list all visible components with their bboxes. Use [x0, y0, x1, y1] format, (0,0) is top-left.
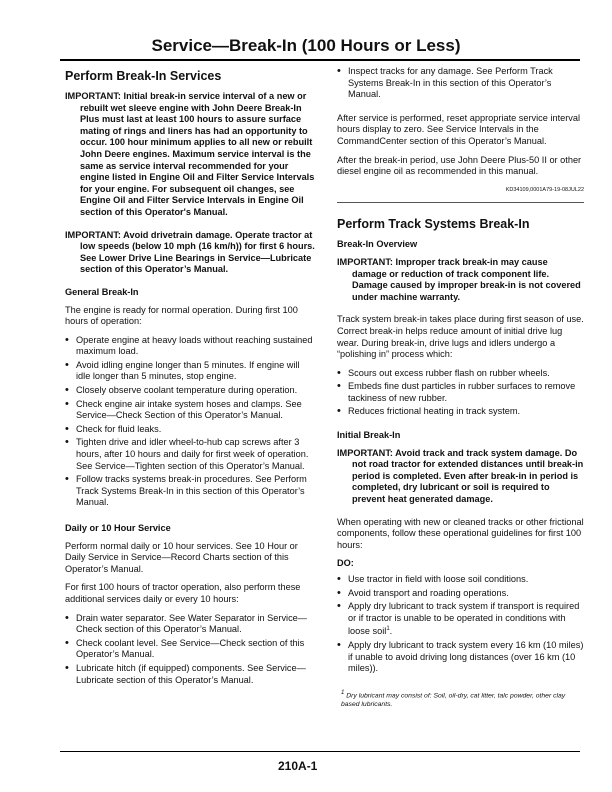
overview-text: Track system break-in takes place during first season of use. Correct break-in helps reduce amount of initial drive lug wear. During break-in, drive lugs and idlers undergo a “polishing in” process which: [337, 314, 584, 360]
right-column [337, 66, 584, 709]
list-item: • Inspect tracks for any damage. See Perform Track Systems Break-In in this section of this Operator’s Manual. [337, 66, 584, 101]
title-divider [60, 59, 580, 61]
list-item: • Use tractor in field with loose soil conditions. [337, 574, 584, 586]
list-item: • Avoid idling engine longer than 5 minutes. If engine will idle longer than 5 minutes, stop engine. [65, 360, 315, 383]
daily-additional-text: For first 100 hours of tractor operation, also perform these additional services daily or every 10 hours: [65, 582, 301, 604]
list-item: • Reduces frictional heating in track system. [337, 406, 584, 418]
left-column [65, 66, 315, 695]
general-break-in-list [65, 335, 315, 509]
initial-guidelines-text: When operating with new or cleaned tracks or other frictional components, follow these operational guidelines for first 100 hours: [337, 516, 584, 550]
list-item: • Drain water separator. See Water Separator in Service—Check section of this Operator’s Manual. [65, 613, 315, 636]
list-item: • Avoid transport and roading operations. [337, 588, 584, 600]
section-heading-break-in-services: Perform Break-In Services [65, 69, 222, 83]
important-note-engine-break-in: IMPORTANT: Initial break-in service interval of a new or rebuilt wet sleeve engine with John Deere Break-In Plus must last at least 100 hours to assure surface mating of rings and liners has had an opportunity to occur. 100 hour minimum applies to all new or rebuilt John Deere engines. Maximum service interval is the same as service interval recommended for your engine listed in Engine Oil and Filter Service Intervals for your engine. For subsequent oil changes, see Engine Oil and Filter Service Intervals in Engine Oil section of this Operator's Manual. [65, 91, 315, 217]
list-item: • Tighten drive and idler wheel-to-hub cap screws after 3 hours, after 10 hours and daily for first week of operation. See Service—Tighten section of this Operator’s Manual. [65, 437, 315, 472]
list-item: • Lubricate hitch (if equipped) components. See Service—Lubricate section of this Operator’s Manual. [65, 663, 315, 686]
list-item: • Closely observe coolant temperature during operation. [65, 385, 315, 397]
list-item: • Embeds fine dust particles in rubber surfaces to remove tackiness of new rubber. [337, 381, 584, 404]
footnote-text: Dry lubricant may consist of: Soil, oil-dry, cat litter, talc powder, other clay based lubricants. [341, 692, 566, 708]
do-list [337, 574, 584, 675]
polishing-list [337, 368, 584, 418]
daily-service-list [65, 613, 315, 687]
important-note-drivetrain: IMPORTANT: Avoid drivetrain damage. Operate tractor at low speeds (below 10 mph (16 km/h)) for first 6 hours. See Lower Drive Line Bearings in Service—Lubricate section of this Operator’s Manual. [65, 229, 315, 275]
list-item: • Check coolant level. See Service—Check section of this Operator’s Manual. [65, 638, 315, 661]
oil-recommendation-text: After the break-in period, use John Deere Plus-50 II or other diesel engine oil as recommended in this manual. [337, 154, 582, 177]
subheading-daily-service: Daily or 10 Hour Service [65, 523, 171, 533]
footnote [337, 689, 584, 709]
subheading-break-in-overview: Break-In Overview [337, 239, 418, 250]
list-item: • Check engine air intake system hoses and clamps. See Service—Check Section of this Operator’s Manual. [65, 399, 315, 422]
section-divider [337, 202, 584, 203]
daily-service-text: Perform normal daily or 10 hour services. See 10 Hour or Daily Service in Service—Record Charts section of this Operator’s Manual. [65, 540, 298, 574]
do-label: DO: [337, 558, 354, 569]
list-item: • Scours out excess rubber flash on rubber wheels. [337, 368, 584, 380]
list-item: • Check for fluid leaks. [65, 424, 315, 436]
footer-divider [60, 751, 580, 752]
important-note-track-warranty: IMPORTANT: Improper track break-in may cause damage or reduction of track component life. Damage caused by improper break-in is not covered under machine warranty. [337, 256, 581, 302]
document-id: KD34109,0001A79-19-08JUL22 [505, 186, 584, 193]
subheading-initial-break-in: Initial Break-In [337, 430, 401, 441]
page-number: 210A-1 [278, 759, 318, 773]
section-heading-track-break-in: Perform Track Systems Break-In [337, 217, 530, 232]
page-title: Service—Break-In (100 Hours or Less) [151, 36, 461, 55]
list-item: • Apply dry lubricant to track system if transport is required or if tractor is unable to be operated in conditions with loose soil$^1$. [337, 601, 584, 638]
footnote-ref: 1 [386, 626, 390, 633]
list-item-text: Apply dry lubricant to track system if transport is required or if tractor is unable to be operated in conditions with loose soil [348, 601, 580, 637]
inspect-list [337, 66, 584, 101]
list-item: • Operate engine at heavy loads without reaching sustained maximum load. [65, 335, 315, 358]
list-item: • Follow tracks systems break-in procedures. See Perform Track Systems Break-In in this section of this Operator’s Manual. [65, 474, 315, 509]
footnote-mark: 1 [341, 689, 345, 696]
list-item: • Apply dry lubricant to track system every 16 km (10 miles) if unable to avoid driving long distances (over 16 km (10 miles)). [337, 640, 584, 675]
reset-interval-text: After service is performed, reset appropriate service interval hours display to zero. See Service Intervals in the CommandCenter section of this Operator’s Manual. [337, 112, 581, 146]
general-intro-text: The engine is ready for normal operation. During first 100 hours of operation: [65, 304, 298, 327]
important-note-track-damage: IMPORTANT: Avoid track and track system damage. Do not road tractor for extended distances until break-in period is completed. Even after break-in in period is completed, dry lubricant or soil is required to prevent heat generated damage. [337, 447, 584, 505]
subheading-general-break-in: General Break-In [65, 286, 139, 297]
